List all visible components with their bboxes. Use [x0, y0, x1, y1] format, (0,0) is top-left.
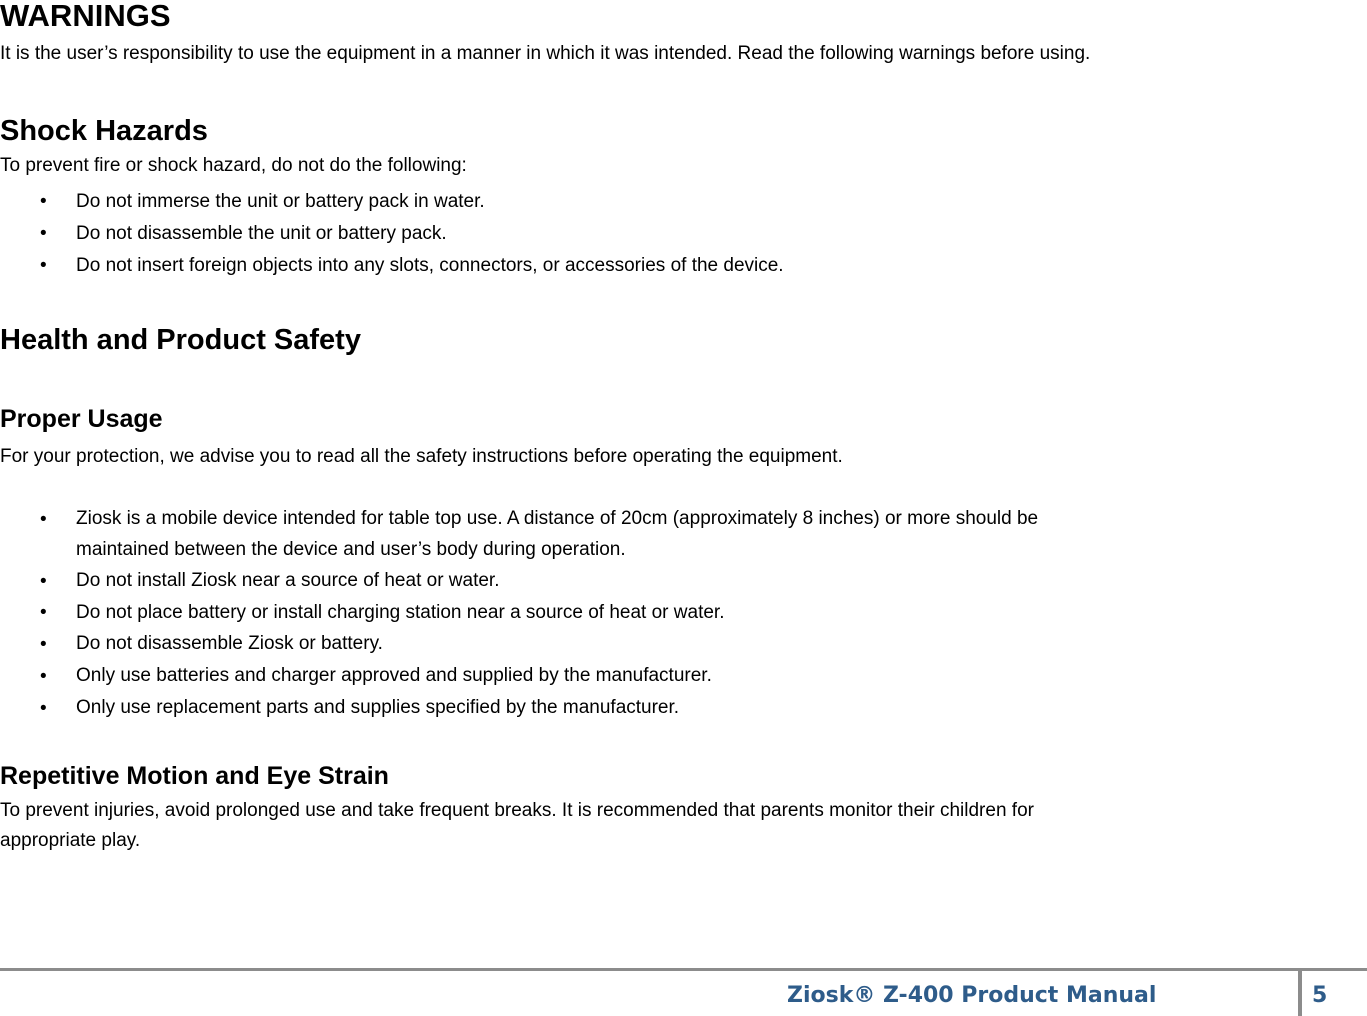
shock-hazards-heading: Shock Hazards — [0, 115, 208, 147]
list-item: Do not immerse the unit or battery pack in water. — [76, 191, 485, 212]
bullet-icon: • — [40, 634, 47, 655]
footer-divider — [1298, 971, 1302, 1016]
proper-usage-intro: For your protection, we advise you to read all the safety instructions before operating the equipment. — [0, 446, 843, 467]
list-item: Do not place battery or install charging station near a source of heat or water. — [76, 602, 725, 623]
list-item: Do not disassemble Ziosk or battery. — [76, 633, 383, 654]
bullet-icon: • — [40, 602, 47, 623]
list-item: Only use batteries and charger approved and supplied by the manufacturer. — [76, 665, 712, 686]
bullet-icon: • — [40, 509, 47, 530]
repetitive-motion-line-1: To prevent injuries, avoid prolonged use and take frequent breaks. It is recommended that parents monitor their children for — [0, 800, 1034, 821]
list-item: Only use replacement parts and supplies specified by the manufacturer. — [76, 697, 680, 718]
bullet-icon: • — [40, 698, 47, 719]
bullet-icon: • — [40, 255, 47, 276]
bullet-icon: • — [40, 223, 47, 244]
bullet-icon: • — [40, 571, 47, 592]
footer-page-number: 5 — [1312, 983, 1328, 1008]
warnings-intro: It is the user’s responsibility to use the equipment in a manner in which it was intended. Read the following warnings before using. — [0, 43, 1091, 64]
footer-rule — [0, 968, 1367, 971]
bullet-icon: • — [40, 191, 47, 212]
bullet-icon: • — [40, 666, 47, 687]
list-item-continuation: maintained between the device and user’s body during operation. — [76, 539, 626, 560]
repetitive-motion-line-2: appropriate play. — [0, 830, 141, 851]
list-item: Do not insert foreign objects into any slots, connectors, or accessories of the device. — [76, 255, 784, 276]
warnings-heading: WARNINGS — [0, 0, 171, 33]
footer-manual-title: Ziosk® Z-400 Product Manual — [787, 983, 1157, 1008]
shock-hazards-intro: To prevent fire or shock hazard, do not do the following: — [0, 155, 467, 176]
list-item: Do not install Ziosk near a source of heat or water. — [76, 570, 500, 591]
repetitive-motion-heading: Repetitive Motion and Eye Strain — [0, 762, 389, 790]
health-safety-heading: Health and Product Safety — [0, 324, 361, 356]
list-item: Do not disassemble the unit or battery pack. — [76, 223, 447, 244]
proper-usage-heading: Proper Usage — [0, 405, 163, 433]
list-item: Ziosk is a mobile device intended for table top use. A distance of 20cm (approximately 8 inches) or more should be — [76, 508, 1039, 529]
